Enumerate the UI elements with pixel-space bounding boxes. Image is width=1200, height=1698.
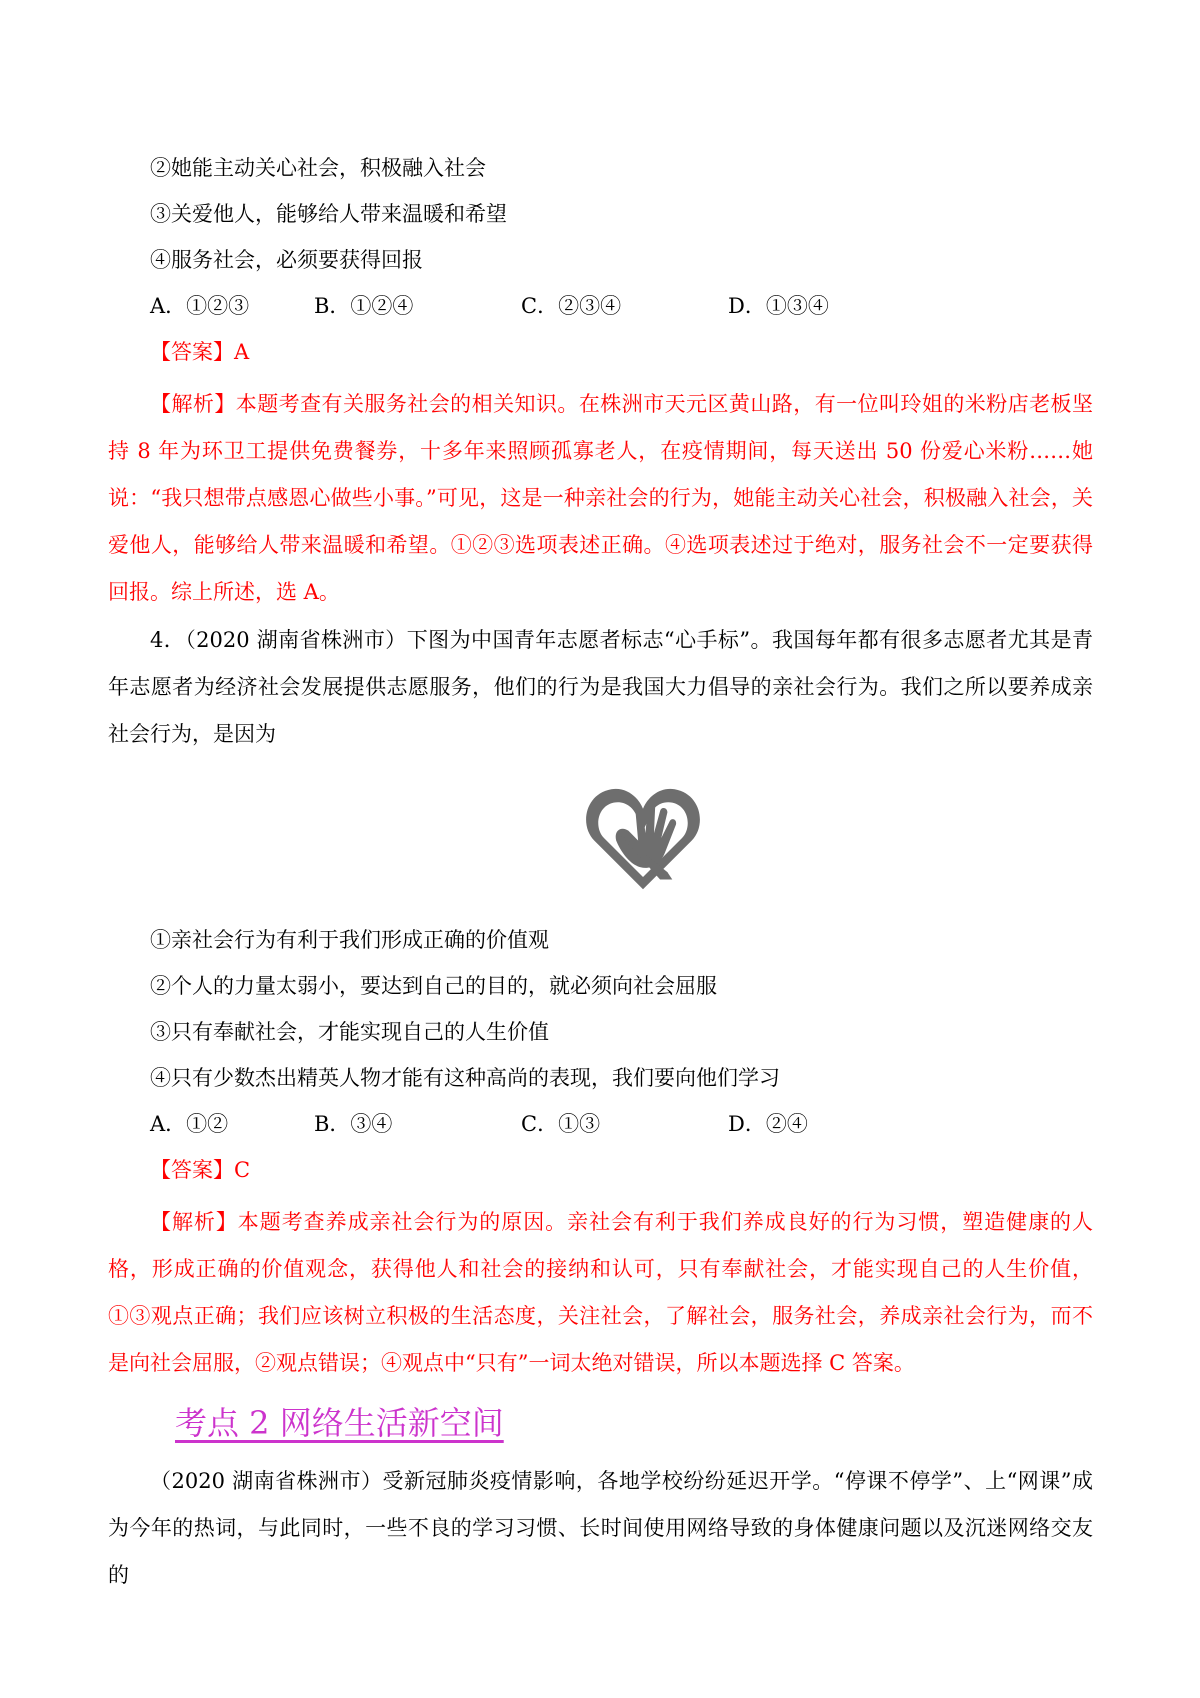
q3-option-d: D．①③④ (728, 294, 829, 318)
heart-hand-logo-icon (582, 777, 704, 899)
q4-statement-1: ①亲社会行为有利于我们形成正确的价值观 (150, 928, 549, 952)
q3-statement-4: ④服务社会，必须要获得回报 (150, 248, 423, 272)
q4-stem: 4．（2020 湖南省株洲市）下图为中国青年志愿者标志“心手标”。我国每年都有很多志愿者尤其是青年志愿者为经济社会发展提供志愿服务，他们的行为是我国大力倡导的亲社会行为。我们之所以要养成亲社会行为，是因为 (108, 628, 1093, 746)
q4-option-a: A．①② (150, 1112, 229, 1136)
q4-option-c: C．①③ (521, 1112, 601, 1136)
q3-analysis: 【解析】本题考查有关服务社会的相关知识。在株洲市天元区黄山路，有一位叫玲姐的米粉店老板坚持 8 年为环卫工提供免费餐券，十多年来照顾孤寡老人，在疫情期间，每天送出 50 份爱心米粉……她说：“我只想带点感恩心做些小事。”可见，这是一种亲社会的行为，她能主动关心社会，积极融入社会，关爱他人，能够给人带来温暖和希望。①②③选项表述正确。④选项表述过于绝对，服务社会不一定要获得回报。综上所述，选 A。 (108, 392, 1093, 604)
section-intro: （2020 湖南省株洲市）受新冠肺炎疫情影响，各地学校纷纷延迟开学。“停课不停学”、上“网课”成为今年的热词，与此同时，一些不良的学习习惯、长时间使用网络导致的身体健康问题以及沉迷网络交友的 (108, 1469, 1093, 1587)
q4-option-d: D．②④ (728, 1112, 808, 1136)
q3-statement-3: ③关爱他人，能够给人带来温暖和希望 (150, 202, 507, 226)
q3-option-a: A．①②③ (150, 294, 250, 318)
q3-option-c: C．②③④ (521, 294, 622, 318)
q3-statement-2: ②她能主动关心社会，积极融入社会 (150, 156, 486, 180)
q4-statement-3: ③只有奉献社会，才能实现自己的人生价值 (150, 1020, 549, 1044)
q4-answer: 【答案】C (150, 1158, 251, 1182)
q3-answer: 【答案】A (150, 340, 250, 364)
q4-statement-2: ②个人的力量太弱小，要达到自己的目的，就必须向社会屈服 (150, 974, 717, 998)
q3-option-b: B．①②④ (314, 294, 414, 318)
q4-statement-4: ④只有少数杰出精英人物才能有这种高尚的表现，我们要向他们学习 (150, 1066, 780, 1090)
section-heading: 考点 2 网络生活新空间 (175, 1404, 504, 1442)
q4-option-b: B．③④ (314, 1112, 393, 1136)
q4-analysis: 【解析】本题考查养成亲社会行为的原因。亲社会有利于我们养成良好的行为习惯，塑造健康的人格，形成正确的价值观念，获得他人和社会的接纳和认可，只有奉献社会，才能实现自己的人生价值，①③观点正确；我们应该树立积极的生活态度，关注社会，了解社会，服务社会，养成亲社会行为，而不是向社会屈服，②观点错误；④观点中“只有”一词太绝对错误，所以本题选择 C 答案。 (108, 1210, 1093, 1375)
